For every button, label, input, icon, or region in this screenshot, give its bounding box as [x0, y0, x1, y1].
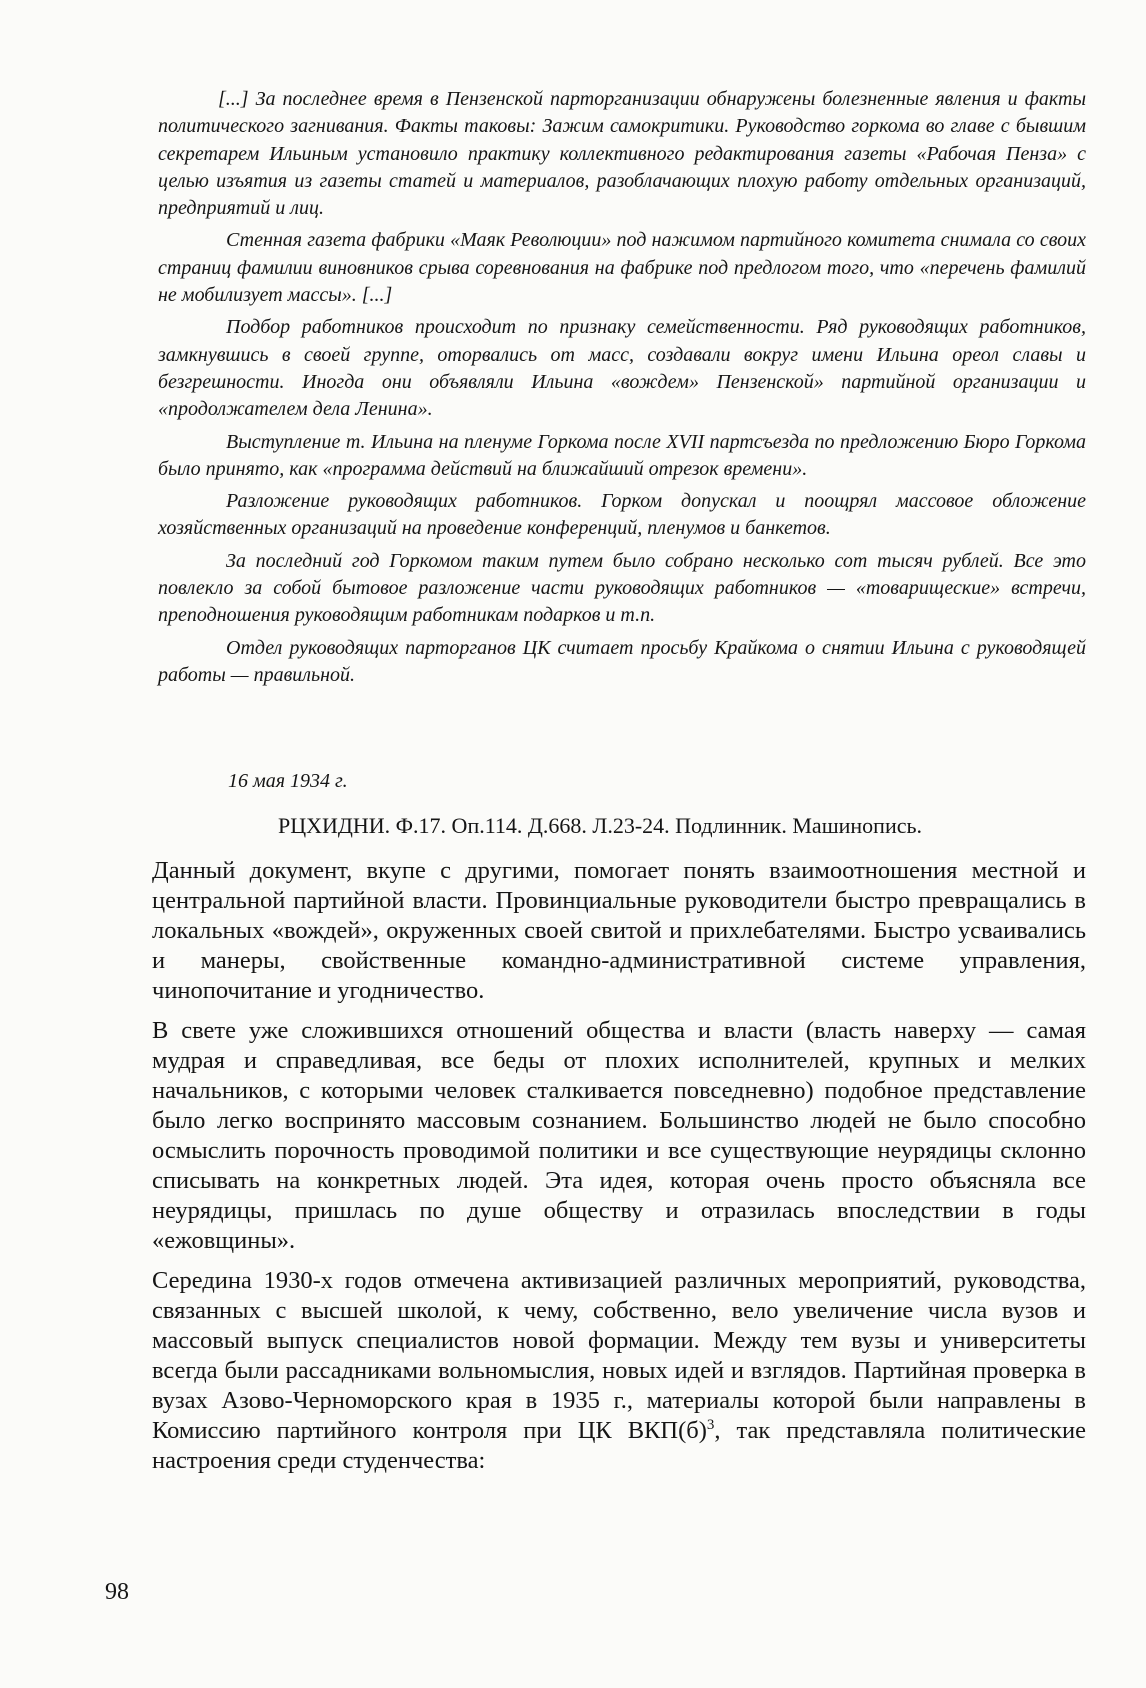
body-paragraph-3-text: Середина 1930-х годов отмечена активизацией различных мероприятий, руководства, связанных с высшей школой, к чему, собственно, вело увеличение числа вузов и массовый выпуск специалистов новой формации. Между тем вузы и университеты всегда были рассадниками вольномыслия, новых идей и взглядов. Партийная проверка в вузах Азово-Черноморского края в 1935 г., материалы которой были направлены в Комиссию партийного контроля при ЦК ВКП(б) — [152, 1267, 1086, 1444]
body-paragraph-3-tail: , так представляла политические настроения среди студенчества: — [152, 1417, 1086, 1474]
page-number: 98 — [105, 1579, 129, 1605]
quote-paragraph-2: Стенная газета фабрики «Маяк Революции» под нажимом партийного комитета снимала со своих страниц фамилии виновников срыва соревнования на фабрике под предлогом того, что «перечень фамилий не мобилизует массы». [...] — [158, 229, 1086, 307]
quote-paragraph-4: Выступление т. Ильина на пленуме Горкома после XVII партсъезда по предложению Бюро Горкома было принято, как «программа действий на ближайший отрезок времени». — [158, 430, 1086, 480]
quote-date: 16 мая 1934 г. — [228, 770, 348, 792]
body-paragraph-1: Данный документ, вкупе с другими, помогает понять взаимоотношения местной и центральной партийной власти. Провинциальные руководители быстро превращались в локальных «вождей», окруженных своей свитой и прихлебателями. Быстро усваивались и манеры, свойственные командно-административной системе управления, чинопочитание и угодничество. — [152, 857, 1086, 1004]
archive-source-reference: РЦХИДНИ. Ф.17. Оп.114. Д.668. Л.23-24. Подлинник. Машинопись. — [278, 813, 923, 838]
quote-paragraph-7: Отдел руководящих парторганов ЦК считает просьбу Крайкома о снятии Ильина с руководящей работы — правильной. — [158, 636, 1086, 686]
body-paragraph-3 — [152, 1266, 1086, 1476]
quote-paragraph-5: Разложение руководящих работников. Горком допускал и поощрял массовое обложение хозяйственных организаций на проведение конференций, пленумов и банкетов. — [158, 490, 1086, 540]
main-text — [152, 856, 1086, 1486]
body-paragraph-2: В свете уже сложившихся отношений общества и власти (власть наверху — самая мудрая и справедливая, все беды от плохих исполнителей, крупных и мелких начальников, с которыми человек сталкивается повседневно) подобное представление было легко воспринято массовым сознанием. Большинство людей не было способно осмыслить порочность проводимой политики и все существующие неурядицы склонно списывать на конкретных людей. Эта идея, которая очень просто объясняла все неурядицы, пришлась по душе обществу и отразилась впоследствии в годы «ежовщины». — [152, 1017, 1086, 1254]
quote-paragraph-3: Подбор работников происходит по признаку семейственности. Ряд руководящих работников, замкнувшись в своей группе, оторвались от масс, создавали вокруг имени Ильина ореол славы и безгрешности. Иногда они объявляли Ильина «вождем» Пензенской» партийной организации и «продолжателем дела Ленина». — [158, 316, 1086, 421]
footnote-marker: 3 — [706, 1416, 715, 1433]
quote-paragraph-1: [...] За последнее время в Пензенской парторганизации обнаружены болезненные явления и факты политического загнивания. Факты таковы: Зажим самокритики. Руководство горкома во главе с бывшим секретарем Ильиным установило практику коллективного редактирования газеты «Рабочая Пенза» с целью изъятия из газеты статей и материалов, разоблачающих плохую работу отдельных организаций, предприятий и лиц. — [158, 88, 1086, 220]
archival-quote — [158, 86, 1086, 694]
quote-paragraph-6: За последний год Горкомом таким путем было собрано несколько сот тысяч рублей. Все это повлекло за собой бытовое разложение части руководящих работников — «товарищеские» встречи, преподношения руководящим работникам подарков и т.п. — [158, 549, 1086, 627]
